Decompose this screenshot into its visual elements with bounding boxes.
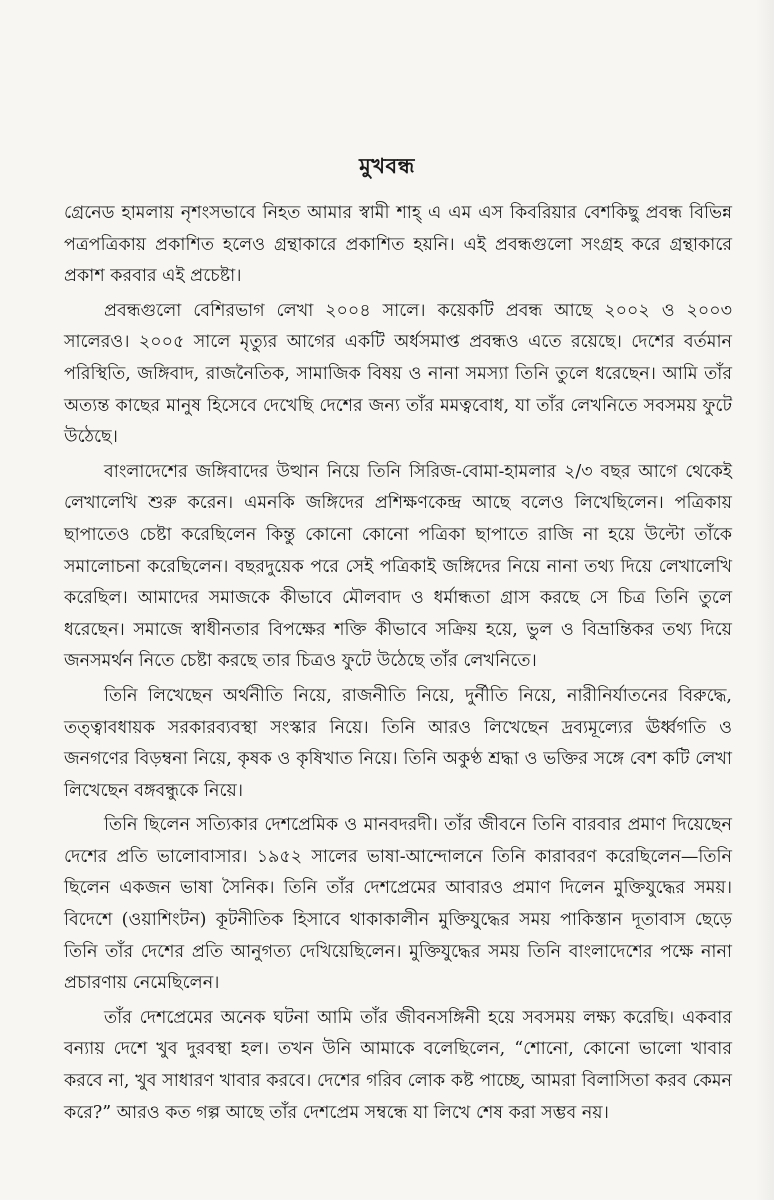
- paragraph-4: তিনি লিখেছেন অর্থনীতি নিয়ে, রাজনীতি নিয়ে, দুর্নীতি নিয়ে, নারীনির্যাতনের বিরুদ্ধে, তত্ত্বাবধায়ক সরকারব্যবস্থা সংস্কার নিয়ে। তিনি আরও লিখেছেন দ্রব্যমূল্যের ঊর্ধ্বগতি ও জনগণের বিড়ম্বনা নিয়ে, কৃষক ও কৃষিখাত নিয়ে। তিনি অকুণ্ঠ শ্রদ্ধা ও ভক্তির সঙ্গে বেশ কটি লেখা লিখেছেন বঙ্গবন্ধুকে নিয়ে।: [64, 685, 732, 801]
- paragraph-3: বাংলাদেশের জঙ্গিবাদের উত্থান নিয়ে তিনি সিরিজ-বোমা-হামলার ২/৩ বছর আগে থেকেই লেখালেখি শুরু করেন। এমনকি জঙ্গিদের প্রশিক্ষণকেন্দ্র আছে বলেও লিখেছিলেন। পত্রিকায় ছাপাতেও চেষ্টা করেছিলেন কিন্তু কোনো কোনো পত্রিকা ছাপাতে রাজি না হয়ে উল্টো তাঁকে সমালোচনা করেছিলেন। বছরদুয়েক পরে সেই পত্রিকাই জঙ্গিদের নিয়ে নানা তথ্য দিয়ে লেখালেখি করেছিল। আমাদের সমাজকে কীভাবে মৌলবাদ ও ধর্মান্ধতা গ্রাস করছে সে চিত্র তিনি তুলে ধরেছেন। সমাজে স্বাধীনতার বিপক্ষের শক্তি কীভাবে সক্রিয় হয়ে, ভুল ও বিভ্রান্তিকর তথ্য দিয়ে জনসমর্থন নিতে চেষ্টা করছে তার চিত্রও ফুটে উঠেছে তাঁর লেখনিতে।: [64, 461, 732, 672]
- paragraph-2: প্রবন্ধগুলো বেশিরভাগ লেখা ২০০৪ সালে। কয়েকটি প্রবন্ধ আছে ২০০২ ও ২০০৩ সালেরও। ২০০৫ সালে মৃত্যুর আগের একটি অর্ধসমাপ্ত প্রবন্ধও এতে রয়েছে। দেশের বর্তমান পরিস্থিতি, জঙ্গিবাদ, রাজনৈতিক, সামাজিক বিষয় ও নানা সমস্যা তিনি তুলে ধরেছেন। আমি তাঁর অত্যন্ত কাছের মানুষ হিসেবে দেখেছি দেশের জন্য তাঁর মমত্ববোধ, যা তাঁর লেখনিতে সবসময় ফুটে উঠেছে।: [64, 300, 732, 448]
- page-title: মুখবন্ধ: [359, 153, 415, 178]
- paragraph-5: তিনি ছিলেন সত্যিকার দেশপ্রেমিক ও মানবদরদী। তাঁর জীবনে তিনি বারবার প্রমাণ দিয়েছেন দেশের প্রতি ভালোবাসার। ১৯৫২ সালের ভাষা-আন্দোলনে তিনি কারাবরণ করেছিলেন—তিনি ছিলেন একজন ভাষা সৈনিক। তিনি তাঁর দেশপ্রেমের আবারও প্রমাণ দিলেন মুক্তিযুদ্ধের সময়। বিদেশে (ওয়াশিংটন) কূটনীতিক হিসাবে থাকাকালীন মুক্তিযুদ্ধের সময় পাকিস্তান দূতাবাস ছেড়ে তিনি তাঁর দেশের প্রতি আনুগত্য দেখিয়েছিলেন। মুক্তিযুদ্ধের সময় তিনি বাংলাদেশের পক্ষে নানা প্রচারণায় নেমেছিলেন।: [64, 815, 732, 994]
- preface-body: [64, 198, 732, 1132]
- paragraph-6: তাঁর দেশপ্রেমের অনেক ঘটনা আমি তাঁর জীবনসঙ্গিনী হয়ে সবসময় লক্ষ্য করেছি। একবার বন্যায় দেশে খুব দুরবস্থা হল। তখন উনি আমাকে বলেছিলেন, “শোনো, কোনো ভালো খাবার করবে না, খুব সাধারণ খাবার করবে। দেশের গরিব লোক কষ্ট পাচ্ছে, আমরা বিলাসিতা করব কেমন করে?” আরও কত গল্প আছে তাঁর দেশপ্রেম সম্বন্ধে যা লিখে শেষ করা সম্ভব নয়।: [64, 1007, 732, 1123]
- paragraph-1: গ্রেনেড হামলায় নৃশংসভাবে নিহত আমার স্বামী শাহ্‌ এ এম এস কিবরিয়ার বেশকিছু প্রবন্ধ বিভিন্ন পত্রপত্রিকায় প্রকাশিত হলেও গ্রন্থাকারে প্রকাশিত হয়নি। এই প্রবন্ধগুলো সংগ্রহ করে গ্রন্থাকারে প্রকাশ করবার এই প্রচেষ্টা।: [64, 203, 732, 287]
- page-edge-shade: [756, 0, 774, 1200]
